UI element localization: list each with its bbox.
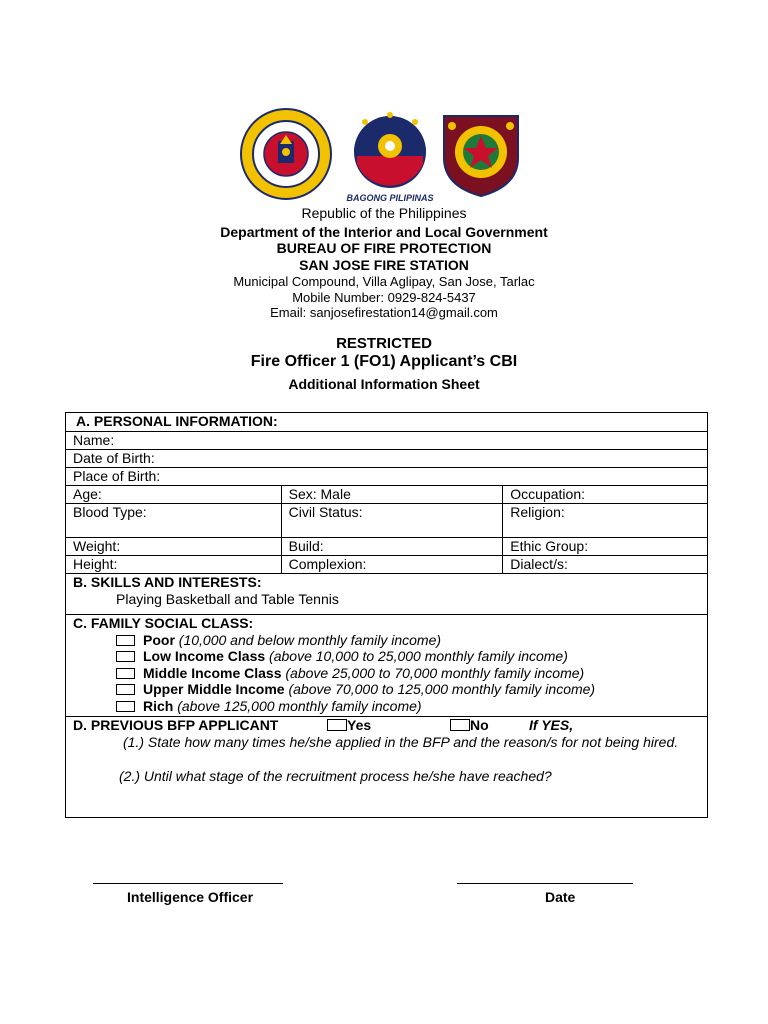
checkbox[interactable]	[116, 684, 135, 695]
name-field[interactable]: Name:	[66, 432, 708, 450]
officer-signature-line	[93, 883, 283, 884]
bagong-pilipinas-label: BAGONG PILIPINAS	[346, 193, 434, 203]
applicant-form-table	[65, 412, 708, 818]
checkbox[interactable]	[116, 635, 135, 646]
bagong-pilipinas-logo	[345, 112, 435, 204]
email-text: Email: sanjosefirestation14@gmail.com	[270, 305, 498, 320]
build-field[interactable]: Build:	[281, 538, 503, 556]
station-text: SAN JOSE FIRE STATION	[299, 256, 469, 273]
region-badge-logo	[438, 108, 524, 198]
weight-field[interactable]: Weight:	[66, 538, 282, 556]
no-checkbox[interactable]	[450, 719, 470, 731]
personal-info-heading: A. PERSONAL INFORMATION:	[66, 413, 708, 432]
complexion-field[interactable]: Complexion:	[281, 556, 503, 574]
address-text: Municipal Compound, Villa Aglipay, San Jose, Tarlac	[233, 274, 535, 289]
skills-section	[66, 574, 708, 615]
age-field[interactable]: Age:	[66, 486, 282, 504]
social-class-section	[66, 615, 708, 717]
logo-row	[0, 104, 768, 204]
form-title: Fire Officer 1 (FO1) Applicant’s CBI	[250, 353, 518, 370]
blood-type-field[interactable]: Blood Type:	[66, 504, 282, 538]
skills-value[interactable]: Playing Basketball and Table Tennis	[116, 591, 339, 607]
mobile-text: Mobile Number: 0929-824-5437	[292, 289, 476, 305]
letterhead	[0, 205, 768, 321]
social-class-option[interactable]: Middle Income Class (above 25,000 to 70,000 monthly family income)	[73, 665, 700, 682]
if-yes-label: If YES,	[529, 717, 574, 733]
department-text: Department of the Interior and Local Government	[220, 223, 548, 240]
civil-status-field[interactable]: Civil Status:	[281, 504, 503, 538]
dialect-field[interactable]: Dialect/s:	[503, 556, 708, 574]
occupation-field[interactable]: Occupation:	[503, 486, 708, 504]
yes-option[interactable]: Yes	[327, 717, 371, 734]
checkbox[interactable]	[116, 668, 135, 679]
checkbox[interactable]	[116, 701, 135, 712]
sex-field[interactable]: Sex: Male	[281, 486, 503, 504]
yes-checkbox[interactable]	[327, 719, 347, 731]
question-2: (2.) Until what stage of the recruitment process he/she have reached?	[119, 768, 552, 784]
religion-field[interactable]: Religion:	[503, 504, 708, 538]
social-class-option[interactable]: Upper Middle Income (above 70,000 to 125,000 monthly family income)	[73, 681, 700, 698]
ethnic-group-field[interactable]: Ethic Group:	[503, 538, 708, 556]
previous-applicant-section	[66, 717, 708, 818]
place-of-birth-field[interactable]: Place of Birth:	[66, 468, 708, 486]
social-class-option[interactable]: Poor (10,000 and below monthly family income)	[73, 632, 700, 649]
republic-text: Republic of the Philippines	[301, 205, 467, 221]
previous-applicant-heading: D. PREVIOUS BFP APPLICANT	[73, 717, 279, 733]
height-field[interactable]: Height:	[66, 556, 282, 574]
checkbox[interactable]	[116, 651, 135, 662]
restricted-label: RESTRICTED	[336, 335, 432, 352]
bfp-seal-logo	[238, 108, 334, 200]
intelligence-officer-label: Intelligence Officer	[127, 889, 254, 905]
social-class-option[interactable]: Rich (above 125,000 monthly family income)	[73, 698, 700, 715]
no-option[interactable]: No	[450, 717, 489, 734]
social-class-option[interactable]: Low Income Class (above 10,000 to 25,000 monthly family income)	[73, 648, 700, 665]
previous-applicant-row	[73, 717, 700, 734]
date-label: Date	[545, 889, 576, 905]
question-1: (1.) State how many times he/she applied in the BFP and the reason/s for not being hired.	[123, 734, 679, 750]
form-subtitle: Additional Information Sheet	[288, 376, 480, 392]
date-signature-line	[457, 883, 633, 884]
bureau-text: BUREAU OF FIRE PROTECTION	[276, 240, 492, 256]
date-of-birth-field[interactable]: Date of Birth:	[66, 450, 708, 468]
social-class-heading: C. FAMILY SOCIAL CLASS:	[73, 615, 254, 631]
skills-heading: B. SKILLS AND INTERESTS:	[73, 574, 262, 590]
